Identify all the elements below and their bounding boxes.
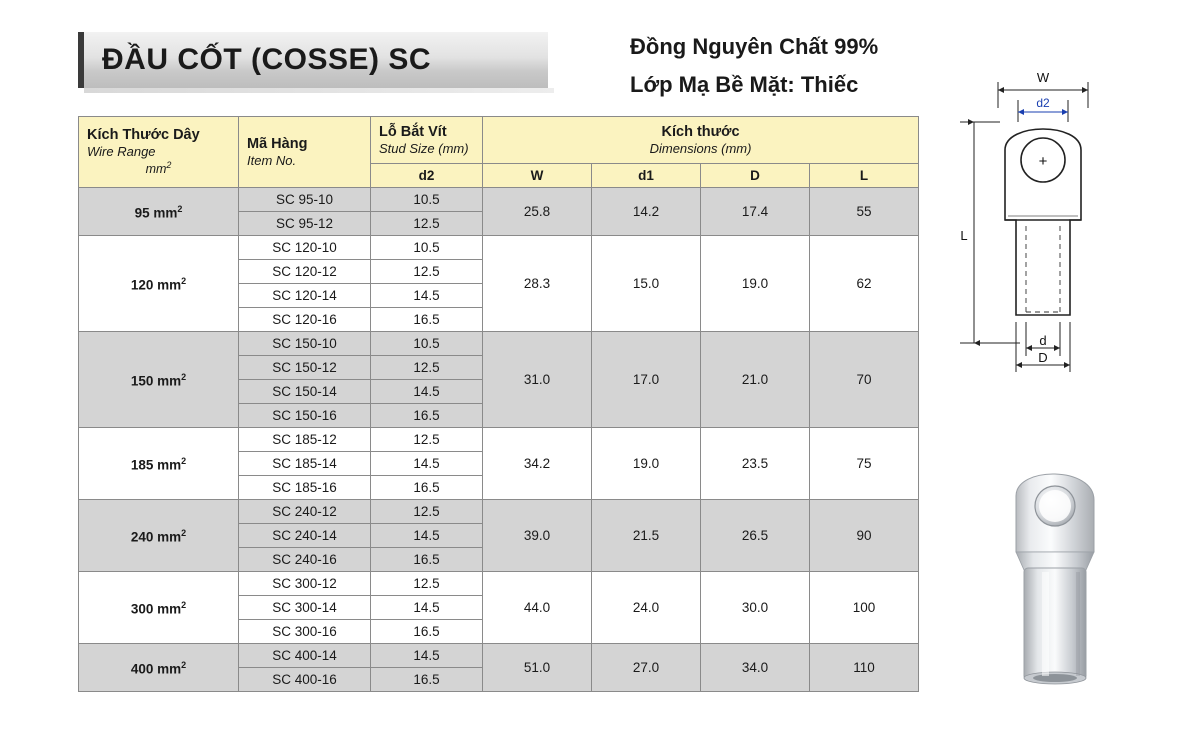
lug-line-drawing — [930, 60, 1180, 440]
label-d2: d2 — [1036, 96, 1050, 110]
cell-dim-d1: 14.2 — [592, 188, 701, 236]
page-title: ĐẦU CỐT (COSSE) SC — [102, 43, 432, 76]
cell-dim-l: 75 — [810, 428, 919, 500]
cell-item-no: SC 300-16 — [239, 620, 371, 644]
cell-item-no: SC 300-12 — [239, 572, 371, 596]
cell-dim-w: 25.8 — [483, 188, 592, 236]
figure-column — [930, 60, 1190, 720]
cell-item-no: SC 120-14 — [239, 284, 371, 308]
cell-item-no: SC 95-10 — [239, 188, 371, 212]
cell-item-no: SC 150-10 — [239, 332, 371, 356]
cell-dim-d: 30.0 — [701, 572, 810, 644]
cell-item-no: SC 240-14 — [239, 524, 371, 548]
cell-dim-d1: 21.5 — [592, 500, 701, 572]
header-col-d: D — [701, 164, 810, 188]
cell-wire-range: 95 $mm^2$ — [79, 188, 239, 236]
cell-d2: 12.5 — [371, 260, 483, 284]
cell-dim-l: 110 — [810, 644, 919, 692]
cell-item-no: SC 185-12 — [239, 428, 371, 452]
cell-dim-l: 55 — [810, 188, 919, 236]
cell-item-no: SC 185-16 — [239, 476, 371, 500]
cell-d2: 16.5 — [371, 620, 483, 644]
cell-d2: 12.5 — [371, 500, 483, 524]
cell-dim-w: 28.3 — [483, 236, 592, 332]
label-L: L — [960, 228, 968, 243]
cell-item-no: SC 240-16 — [239, 548, 371, 572]
banner-shadow — [84, 88, 554, 93]
header-stud-size — [371, 117, 483, 164]
cell-dim-w: 39.0 — [483, 500, 592, 572]
cell-item-no: SC 150-14 — [239, 380, 371, 404]
cell-d2: 16.5 — [371, 548, 483, 572]
cell-d2: 10.5 — [371, 332, 483, 356]
cell-d2: 16.5 — [371, 476, 483, 500]
header-col-d1: d1 — [592, 164, 701, 188]
table-head — [79, 117, 919, 188]
header-dimensions-vn: Kích thước — [661, 124, 740, 140]
cell-d2: 14.5 — [371, 452, 483, 476]
cell-wire-range: 150 $mm^2$ — [79, 332, 239, 428]
label-d: d — [1039, 333, 1047, 348]
header-wire-range-unit: $mm^2$ — [145, 160, 172, 177]
cell-item-no: SC 185-14 — [239, 452, 371, 476]
cell-item-no: SC 400-14 — [239, 644, 371, 668]
cell-d2: 16.5 — [371, 668, 483, 692]
cell-dim-d: 34.0 — [701, 644, 810, 692]
cell-item-no: SC 150-12 — [239, 356, 371, 380]
label-cross: + — [1038, 153, 1048, 170]
table-header-row-1 — [79, 117, 919, 164]
cell-d2: 12.5 — [371, 356, 483, 380]
cell-dim-l: 70 — [810, 332, 919, 428]
header-dimensions — [483, 117, 919, 164]
cell-d2: 14.5 — [371, 284, 483, 308]
cell-dim-d1: 17.0 — [592, 332, 701, 428]
cell-dim-d: 26.5 — [701, 500, 810, 572]
cell-d2: 12.5 — [371, 572, 483, 596]
cell-dim-d: 17.4 — [701, 188, 810, 236]
spec-table-container — [78, 116, 918, 692]
cell-d2: 14.5 — [371, 524, 483, 548]
cell-item-no: SC 400-16 — [239, 668, 371, 692]
cell-dim-l: 90 — [810, 500, 919, 572]
cell-dim-d1: 15.0 — [592, 236, 701, 332]
cell-dim-l: 100 — [810, 572, 919, 644]
cell-d2: 12.5 — [371, 212, 483, 236]
lug-photo-svg — [990, 460, 1130, 690]
cell-item-no: SC 120-12 — [239, 260, 371, 284]
cell-d2: 10.5 — [371, 236, 483, 260]
cell-dim-d: 23.5 — [701, 428, 810, 500]
title-banner — [78, 32, 548, 88]
lug-photo — [990, 460, 1130, 690]
cell-dim-w: 34.2 — [483, 428, 592, 500]
cell-item-no: SC 95-12 — [239, 212, 371, 236]
header-stud-size-vn: Lỗ Bắt Vít — [379, 124, 447, 140]
table-row — [79, 500, 919, 524]
specifications-table — [78, 116, 919, 692]
header-item-no-en: Item No. — [247, 153, 297, 169]
header-col-w: W — [483, 164, 592, 188]
cell-d2: 10.5 — [371, 188, 483, 212]
table-row — [79, 428, 919, 452]
cell-dim-d: 21.0 — [701, 332, 810, 428]
label-W: W — [1036, 70, 1050, 85]
cell-dim-w: 51.0 — [483, 644, 592, 692]
cell-item-no: SC 120-16 — [239, 308, 371, 332]
table-row — [79, 332, 919, 356]
cell-d2: 16.5 — [371, 308, 483, 332]
cell-item-no: SC 120-10 — [239, 236, 371, 260]
table-row — [79, 236, 919, 260]
cell-dim-d: 19.0 — [701, 236, 810, 332]
cell-dim-l: 62 — [810, 236, 919, 332]
header-dimensions-en: Dimensions (mm) — [649, 141, 752, 157]
table-row — [79, 188, 919, 212]
header-wire-range-vn: Kích Thước Dây — [87, 127, 200, 144]
subtitle-line-2: Lớp Mạ Bề Mặt: Thiếc — [630, 72, 859, 97]
cell-wire-range: 185 $mm^2$ — [79, 428, 239, 500]
cell-wire-range: 120 $mm^2$ — [79, 236, 239, 332]
cell-dim-d1: 24.0 — [592, 572, 701, 644]
header-wire-range-en: Wire Range — [87, 144, 156, 160]
cell-dim-w: 44.0 — [483, 572, 592, 644]
cell-item-no: SC 240-12 — [239, 500, 371, 524]
cell-item-no: SC 150-16 — [239, 404, 371, 428]
table-row — [79, 644, 919, 668]
subtitle-line-1: Đồng Nguyên Chất 99% — [630, 34, 879, 59]
subtitle-block — [630, 28, 960, 104]
table-row — [79, 572, 919, 596]
header-item-no-vn: Mã Hàng — [247, 136, 308, 152]
cell-dim-d1: 19.0 — [592, 428, 701, 500]
cell-d2: 14.5 — [371, 596, 483, 620]
cell-dim-d1: 27.0 — [592, 644, 701, 692]
header-col-l: L — [810, 164, 919, 188]
header-col-d2: d2 — [371, 164, 483, 188]
header-stud-size-en: Stud Size (mm) — [379, 141, 469, 157]
cell-item-no: SC 300-14 — [239, 596, 371, 620]
cell-d2: 14.5 — [371, 644, 483, 668]
table-body — [79, 188, 919, 692]
cell-d2: 16.5 — [371, 404, 483, 428]
label-D: D — [1038, 350, 1048, 365]
cell-d2: 14.5 — [371, 380, 483, 404]
header-item-no — [239, 117, 371, 188]
header-wire-range — [79, 117, 239, 188]
cell-d2: 12.5 — [371, 428, 483, 452]
cell-wire-range: 400 $mm^2$ — [79, 644, 239, 692]
cell-wire-range: 240 $mm^2$ — [79, 500, 239, 572]
cell-wire-range: 300 $mm^2$ — [79, 572, 239, 644]
cell-dim-w: 31.0 — [483, 332, 592, 428]
